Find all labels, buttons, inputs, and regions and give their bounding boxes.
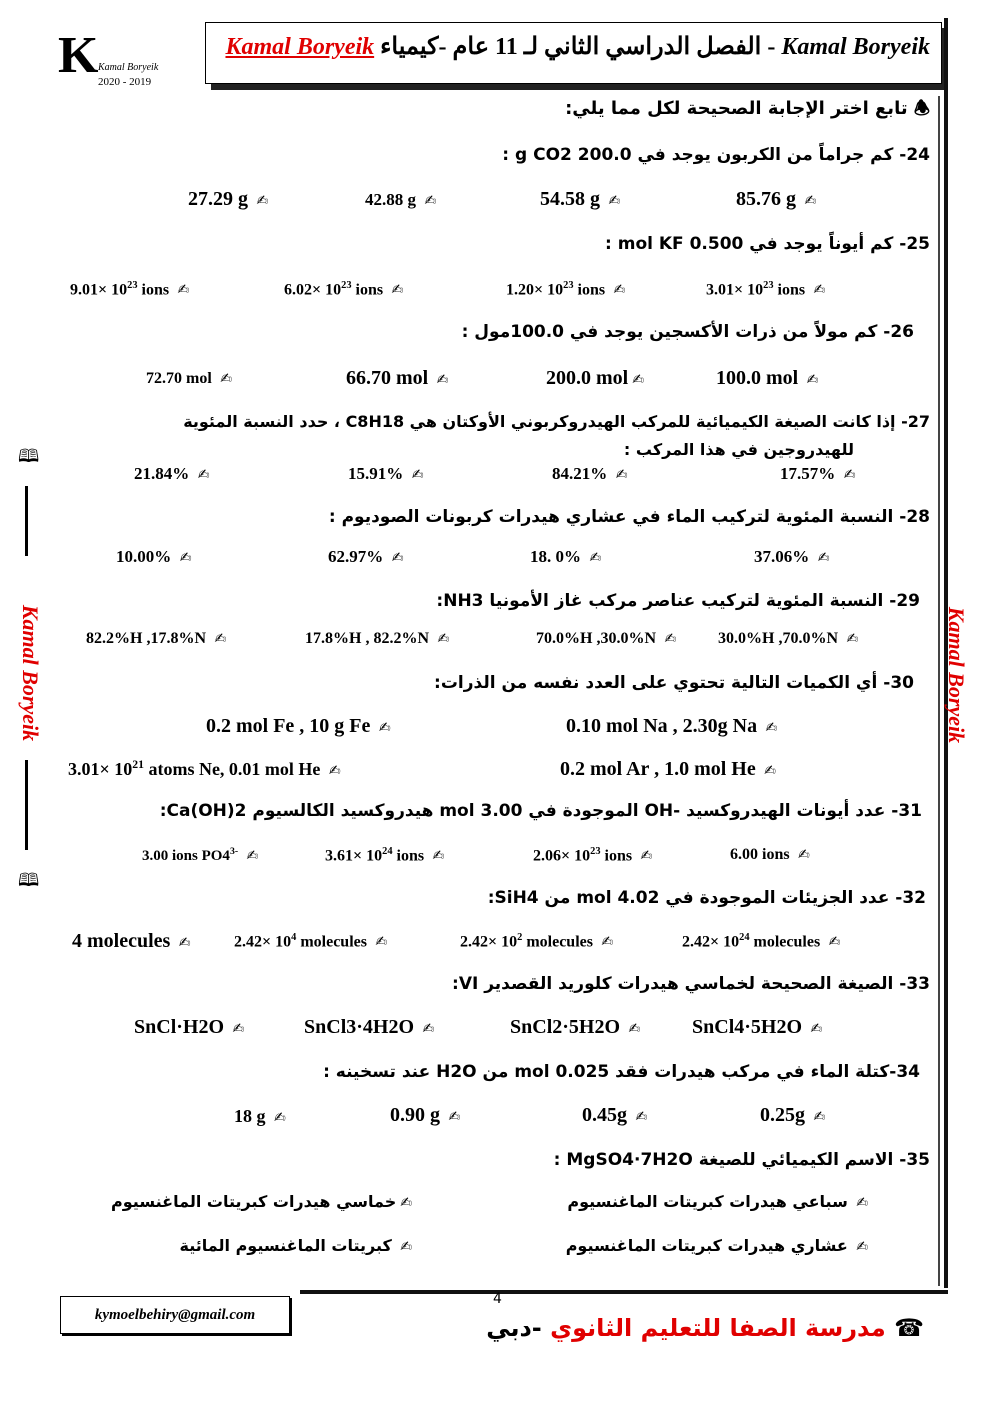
q24-option-d[interactable]: 27.29 g ✍ (188, 188, 269, 210)
question-30: 30- أي الكميات التالية تحتوي على العدد نفسه من الذرات: (434, 673, 914, 693)
question-27-cont: للهيدروجين في هذا المركب : (623, 440, 854, 459)
q24-option-c[interactable]: 42.88 g ✍ (365, 190, 437, 209)
header-signature: Kamal Boryeik (225, 34, 375, 60)
question-32: 32- عدد الجزيئات الموجودة في 4.02 mol من SiH4: (487, 888, 926, 908)
header-title: - الفصل الدراسي الثاني لـ 11 عام -كيمياء (374, 34, 776, 60)
q24-option-b[interactable]: 54.58 g ✍ (540, 188, 621, 210)
q33-option-c[interactable]: SnCl3·4H2O ✍ (304, 1016, 435, 1038)
question-34: 34-كتلة الماء في مركب هيدرات فقد 0.025 mol من H2O عند تسخينه : (323, 1062, 920, 1082)
q28-option-d[interactable]: 10.00% ✍ (116, 547, 192, 566)
logo-years: 2020 - 2019 (98, 76, 152, 88)
question-33: 33- الصيغة الصحيحة لخماسي هيدرات كلوريد القصدير VI: (452, 974, 930, 994)
q26-option-a[interactable]: 100.0 mol ✍ (716, 367, 819, 389)
q33-option-a[interactable]: SnCl4·5H2O ✍ (692, 1016, 823, 1038)
q31-option-a[interactable]: 6.00 ions ✍ (730, 846, 810, 863)
q31-option-b[interactable]: $2.06\times 10^{23}$ ions ✍ (533, 846, 653, 865)
question-31: 31- عدد أيونات الهيدروكسيد -OH الموجودة في 3.00 mol هيدروكسيد الكالسيوم Ca(OH)2: (159, 801, 922, 821)
page-number: 4 (493, 1291, 502, 1307)
frame-right-inner (938, 96, 940, 1286)
bell-icon: 🕭 (913, 98, 930, 119)
q28-option-c[interactable]: 62.97% ✍ (328, 547, 404, 566)
q30-option-b[interactable]: 0.2 mol Fe , 10 g Fe ✍ (206, 715, 391, 737)
q25-option-a[interactable]: $3.01\times 10^{23}$ ions ✍ (706, 280, 826, 299)
q28-option-a[interactable]: 37.06% ✍ (754, 547, 830, 566)
q33-option-d[interactable]: SnCl·H2O ✍ (134, 1016, 245, 1038)
footer-email[interactable]: kymoelbehiry@gmail.com (60, 1296, 290, 1334)
q25-option-b[interactable]: $1.20\times 10^{23}$ ions ✍ (506, 280, 626, 299)
phone-icon: ☎ (894, 1314, 924, 1342)
q24-option-a[interactable]: 85.76 g ✍ (736, 188, 817, 210)
question-26: 26- كم مولاً من ذرات الأكسجين يوجد في 100.0مول : (461, 322, 914, 342)
footer-school (486, 1314, 924, 1342)
margin-line (25, 760, 28, 850)
q26-option-b[interactable]: 200.0 mol ✍ (546, 367, 644, 389)
q34-option-c[interactable]: 0.90 g ✍ (390, 1104, 461, 1126)
question-25: 25- كم أيوناً يوجد في 0.500 mol KF : (605, 234, 930, 254)
question-27: 27- إذا كانت الصيغة الكيميائية للمركب الهيدروكربوني الأوكتان هي C8H18 ، حدد النسبة المئوية (183, 412, 930, 431)
q29-option-c[interactable]: 17.8%H , 82.2%N ✍ (305, 630, 450, 647)
q33-option-b[interactable]: SnCl2·5H2O ✍ (510, 1016, 641, 1038)
q32-option-b[interactable]: $2.42\times 10^2$ molecules ✍ (460, 932, 614, 951)
q32-option-d[interactable]: 4 molecules ✍ (72, 930, 191, 952)
q25-option-c[interactable]: $6.02\times 10^{23}$ ions ✍ (284, 280, 404, 299)
book-icon: 🕮 (18, 446, 40, 467)
q30-option-d[interactable]: $3.01\times 10^{21}$ atoms Ne, 0.01 mol He ✍ (68, 758, 341, 779)
q32-option-c[interactable]: $2.42\times 10^4$ molecules ✍ (234, 932, 388, 951)
book-icon: 🕮 (18, 870, 40, 891)
margin-line (25, 486, 28, 556)
q27-option-d[interactable]: 21.84% ✍ (134, 464, 210, 483)
q27-option-c[interactable]: 15.91% ✍ (348, 464, 424, 483)
school-name: مدرسة الصفا للتعليم الثانوي (550, 1314, 886, 1342)
q34-option-d[interactable]: 18 g ✍ (234, 1106, 286, 1126)
header-name: Kamal Boryeik (781, 34, 930, 60)
q26-option-d[interactable]: 72.70 mol ✍ (146, 370, 232, 387)
intro-text: تابع اختر الإجابة الصحيحة لكل مما يلي: (565, 98, 908, 119)
frame-bottom (300, 1290, 948, 1294)
logo-letter: K (58, 27, 99, 84)
side-signature-left: Kamal Boryeik (18, 604, 44, 742)
q32-option-a[interactable]: $2.42\times 10^{24}$ molecules ✍ (682, 932, 841, 951)
q31-option-c[interactable]: $3.61\times 10^{24}$ ions ✍ (325, 846, 445, 865)
logo-name: Kamal Boryeik (98, 62, 159, 73)
q30-option-c[interactable]: 0.2 mol Ar , 1.0 mol He ✍ (560, 758, 776, 780)
q30-option-a[interactable]: 0.10 mol Na , 2.30g Na ✍ (566, 715, 778, 737)
side-signature-right: Kamal Boryeik (944, 606, 970, 744)
q27-option-b[interactable]: 84.21% ✍ (552, 464, 628, 483)
school-city: -دبي (486, 1314, 542, 1342)
question-29: 29- النسبة المئوية لتركيب عناصر مركب غاز الأمونيا NH3: (436, 591, 920, 611)
q31-option-d[interactable]: 3.00 ions $PO4^{3-}$ ✍ (142, 846, 259, 864)
question-35: 35- الاسم الكيميائي للصيغة MgSO4·7H2O : (553, 1150, 930, 1170)
q25-option-d[interactable]: $9.01\times 10^{23}$ ions ✍ (70, 280, 190, 299)
q29-option-a[interactable]: 30.0%H ,70.0%N ✍ (718, 630, 859, 647)
q28-option-b[interactable]: 18. 0% ✍ (530, 547, 602, 566)
q27-option-a[interactable]: 17.57% ✍ (780, 464, 856, 483)
q26-option-c[interactable]: 66.70 mol ✍ (346, 367, 449, 389)
question-24: 24- كم جراماً من الكربون يوجد في 200.0 g CO2 : (502, 145, 930, 165)
intro-line (565, 96, 930, 126)
page-header (210, 32, 930, 61)
q35-option-d[interactable]: ✍ كبريتات الماغنسيوم المائية (179, 1236, 412, 1255)
q35-option-a[interactable]: ✍ سباعي هيدرات كبريتات الماغنسيوم (567, 1192, 868, 1211)
q34-option-b[interactable]: 0.45g ✍ (582, 1104, 648, 1126)
logo (50, 26, 180, 92)
q35-option-c[interactable]: ✍ عشاري هيدرات كبريتات الماغنسيوم (565, 1236, 868, 1255)
q35-option-b[interactable]: ✍خماسي هيدرات كبريتات الماغنسيوم (111, 1192, 412, 1211)
q34-option-a[interactable]: 0.25g ✍ (760, 1104, 826, 1126)
q29-option-d[interactable]: 82.2%H ,17.8%N ✍ (86, 630, 227, 647)
question-28: 28- النسبة المئوية لتركيب الماء في عشاري هيدرات كربونات الصوديوم : (328, 507, 930, 527)
q29-option-b[interactable]: 70.0%H ,30.0%N ✍ (536, 630, 677, 647)
